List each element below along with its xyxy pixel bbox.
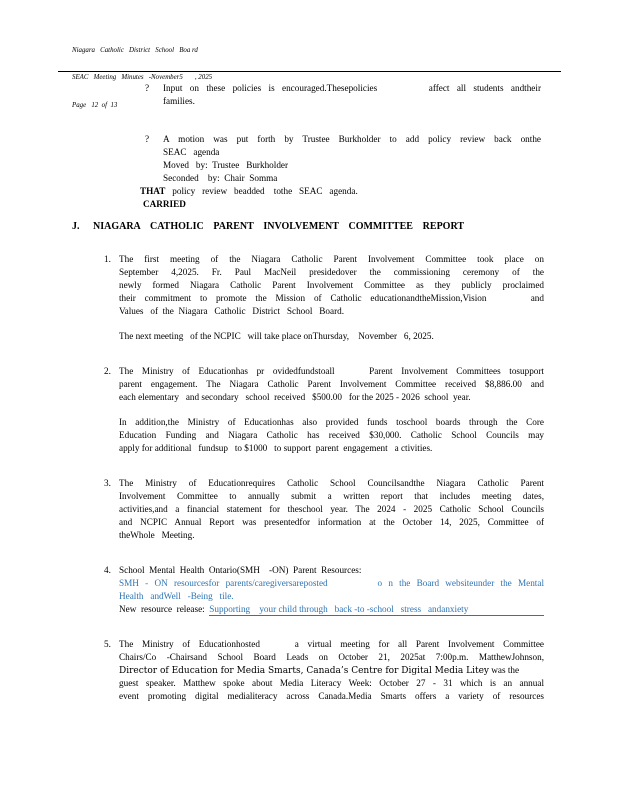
item-number: 1. bbox=[104, 254, 111, 264]
numbered-item-2 bbox=[104, 365, 544, 467]
bullet-motion bbox=[145, 133, 541, 185]
text-line: guest speaker. Matthew spoke about Media Literacy Week: October 27 - 31 which is an annual bbox=[119, 678, 544, 688]
document-body bbox=[0, 82, 618, 725]
text-line bbox=[119, 664, 544, 677]
text-line: Education Funding and Niagara Catholic has received $30,000. Catholic School Councils may bbox=[119, 430, 544, 440]
bullet-text bbox=[163, 82, 541, 108]
text-line: apply for additional fundsup to $1000 to support parent engagement a ctivities. bbox=[119, 443, 433, 453]
text-line: The first meeting of the Niagara Catholic Parent Involvement Committee took place on bbox=[119, 254, 544, 264]
header-page-number: Page 12 of 13 bbox=[72, 102, 118, 110]
text-line: School Mental Health Ontario(SMH -ON) Parent Resources: bbox=[119, 565, 362, 575]
numbered-item-5 bbox=[104, 638, 544, 715]
numbered-item-1 bbox=[104, 253, 544, 355]
item-number: 3. bbox=[104, 478, 111, 488]
paragraph bbox=[119, 253, 544, 318]
text-line: activities,and a financial statement for theschool year. The 2024 - 2025 Catholic School Councils bbox=[119, 504, 544, 514]
item-text bbox=[119, 477, 544, 554]
motion-resolution-line bbox=[140, 185, 618, 198]
text-segment: policy review beadded tothe SEAC agenda. bbox=[165, 186, 358, 196]
item-number: 5. bbox=[104, 639, 111, 649]
link-smh-resources[interactable]: Health andWell -Being tile. bbox=[119, 591, 234, 601]
text-line: their commitment to promote the Mission of Catholic educationandtheMission,Vision and bbox=[119, 293, 544, 303]
item-text bbox=[119, 253, 544, 355]
heading-text: NIAGARA CATHOLIC PARENT INVOLVEMENT COMMITTEE REPORT bbox=[93, 221, 464, 232]
text-line: In addition,the Ministry of Educationhas also provided funds toschool boards through the Core bbox=[119, 417, 544, 427]
text-segment: was the bbox=[488, 665, 520, 675]
paragraph bbox=[119, 416, 544, 455]
text-line: families. bbox=[163, 96, 195, 106]
bullet-marker: ? bbox=[145, 83, 150, 93]
item-text bbox=[119, 564, 544, 628]
item-text bbox=[119, 365, 544, 467]
text-segment: Director of Education for Media Smarts, Canada’s Centre for Digital Media Litey bbox=[119, 666, 489, 676]
text-segment: New resource release: bbox=[119, 604, 210, 614]
paragraph bbox=[119, 365, 544, 404]
paragraph bbox=[119, 564, 544, 616]
item-number: 2. bbox=[104, 366, 111, 376]
text-line: Values of the Niagara Catholic District School Board. bbox=[119, 306, 345, 316]
item-number: 4. bbox=[104, 565, 111, 575]
text-line: Involvement Committee to annually submit a written report that includes meeting dates, bbox=[119, 491, 544, 501]
text-line: Moved by: Trustee Burkholder bbox=[163, 160, 289, 170]
heading-letter: J. bbox=[72, 221, 80, 232]
paragraph bbox=[119, 638, 544, 703]
paragraph bbox=[119, 330, 544, 343]
text-line: A motion was put forth by Trustee Burkholder to add policy review back onthe bbox=[163, 134, 541, 144]
text-line: Chairs/Co -Chairsand School Board Leads on October 21, 2025at 7:00p.m. MatthewJohnson, bbox=[119, 652, 544, 662]
text-line: each elementary and secondary school received $500.00 for the 2025 - 2026 school year. bbox=[119, 392, 471, 402]
text-line: Input on these policies is encouraged.Thesepolicies affect all students andtheir bbox=[163, 83, 541, 93]
section-heading-j bbox=[72, 220, 464, 233]
paragraph bbox=[119, 477, 544, 542]
header-meeting-title: SEAC Meeting Minutes -November5 , 2025 bbox=[72, 74, 213, 82]
link-supporting-your-child[interactable]: Supporting your child through back -to -school stress andanxiety bbox=[209, 603, 544, 616]
header-board-name: Niagara Catholic District School Boa rd bbox=[72, 46, 198, 54]
text-line: Seconded by: Chair Somma bbox=[163, 173, 278, 183]
carried-line bbox=[143, 198, 618, 211]
numbered-item-3 bbox=[104, 477, 544, 554]
text-line bbox=[119, 603, 544, 616]
numbered-item-4 bbox=[104, 564, 544, 628]
text-line: parent engagement. The Niagara Catholic Parent Involvement Committee received $8,886.00 and bbox=[119, 379, 544, 389]
bullet-policy-input bbox=[145, 82, 541, 108]
text-line: The Ministry of Educationhosted a virtual meeting for all Parent Involvement Committee bbox=[119, 639, 544, 649]
bullet-text bbox=[163, 133, 541, 185]
text-line: The Ministry of Educationrequires Catholic School Councilsandthe Niagara Catholic Parent bbox=[119, 478, 544, 488]
text-line: theWhole Meeting. bbox=[119, 530, 195, 540]
text-line: The Ministry of Educationhas pr ovidedfundstoall Parent Involvement Committees tosupport bbox=[119, 366, 544, 376]
link-smh-resources[interactable]: SMH - ON resourcesfor parents/caregiversareposted o n the Board websiteunder the Mental bbox=[119, 578, 544, 588]
text-line: event promoting digital medialiteracy across Canada.Media Smarts offers a variety of resources bbox=[119, 691, 544, 701]
text-segment: THAT bbox=[140, 186, 166, 196]
text-line: and NCPIC Annual Report was presentedfor information at the October 14, 2025, Committee of bbox=[119, 517, 544, 527]
text-segment: CARRIED bbox=[143, 199, 186, 209]
item-text bbox=[119, 638, 544, 715]
text-line: SEAC agenda bbox=[163, 147, 220, 157]
bullet-marker: ? bbox=[145, 134, 150, 144]
header-divider bbox=[58, 71, 561, 72]
text-line: newly formed Niagara Catholic Parent Involvement Committee as they publicly proclaimed bbox=[119, 280, 544, 290]
text-line: The next meeting of the NCPIC will take place onThursday, November 6, 2025. bbox=[119, 331, 434, 341]
text-line: September 4,2025. Fr. Paul MacNeil presidedover the commissioning ceremony of the bbox=[119, 267, 544, 277]
